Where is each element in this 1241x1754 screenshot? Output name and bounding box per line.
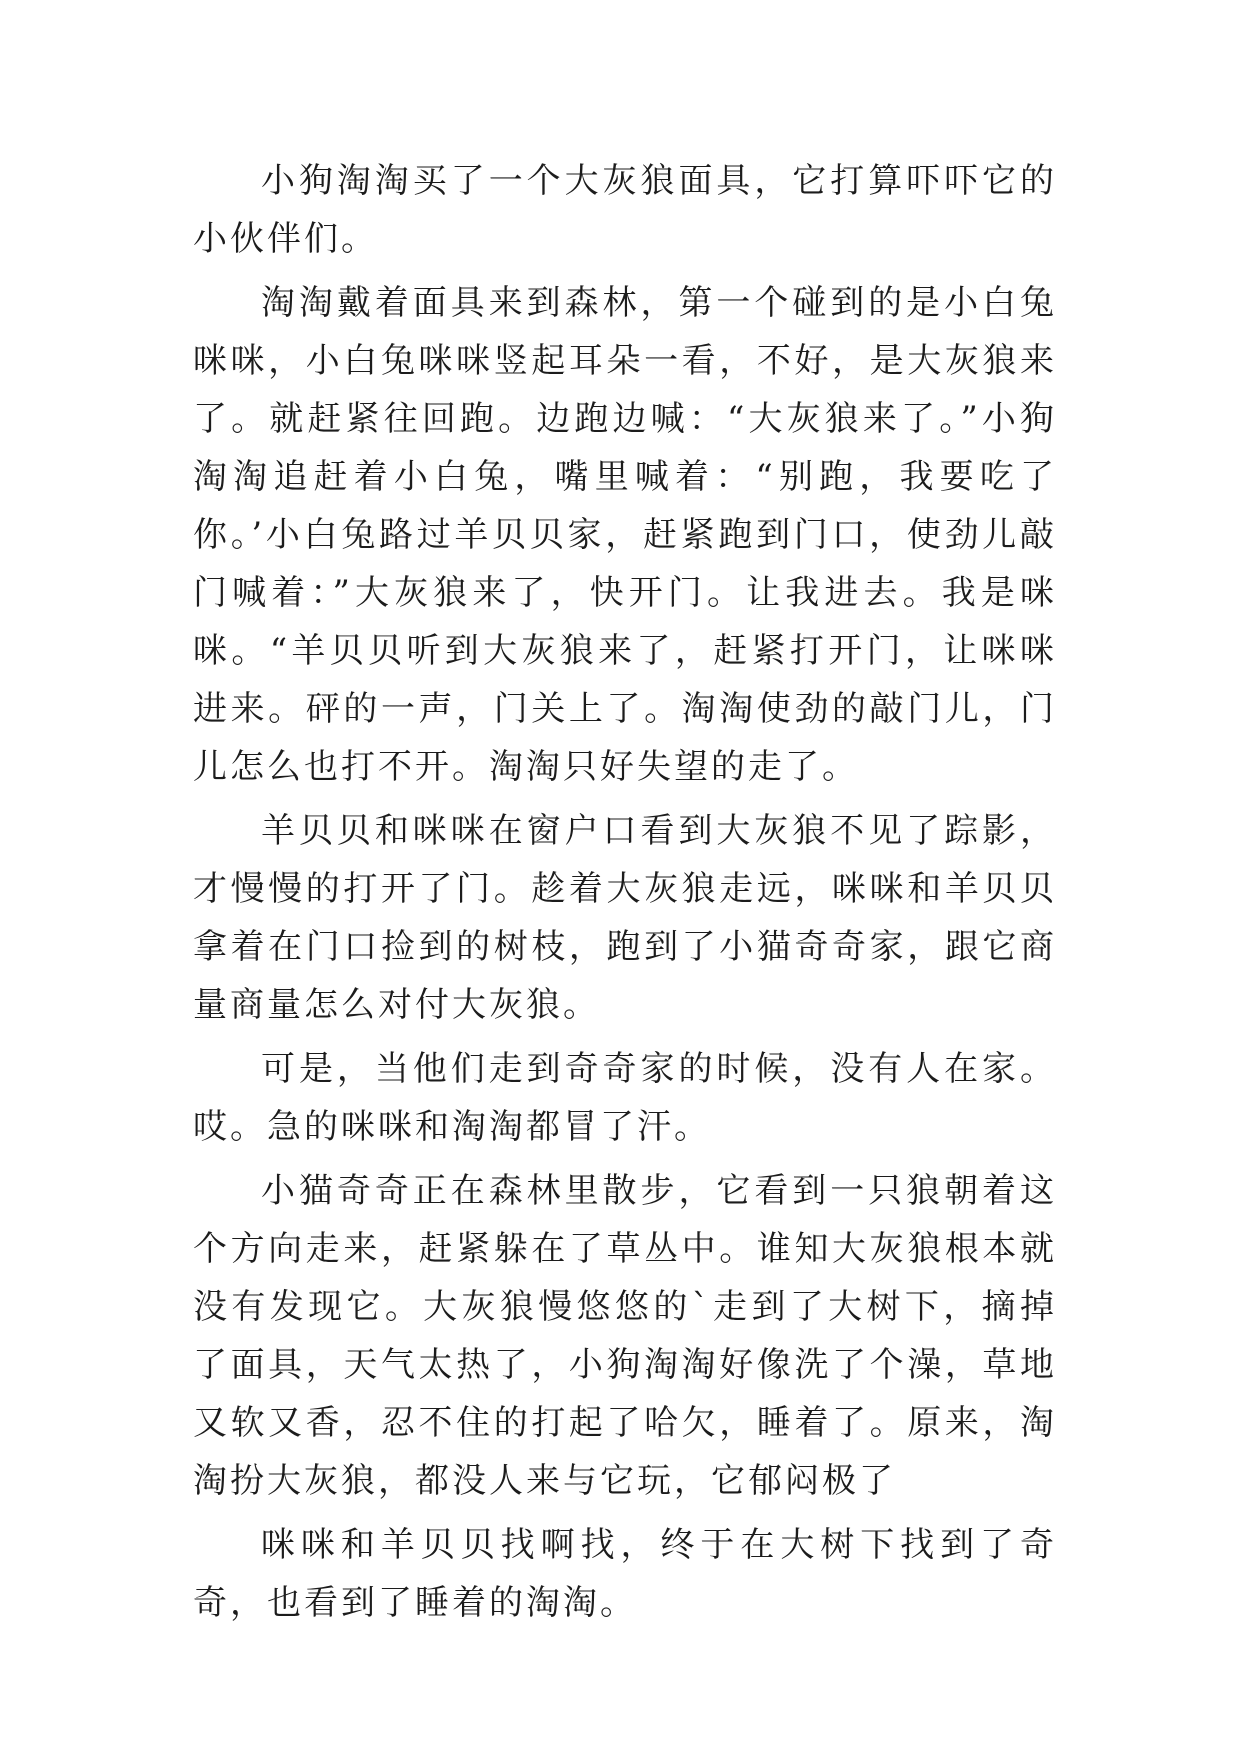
- paragraph-1: 小狗淘淘买了一个大灰狼面具，它打算吓吓它的小伙伴们。: [193, 161, 1057, 259]
- story-text: [193, 152, 1057, 1638]
- paragraph-2: 淘淘戴着面具来到森林，第一个碰到的是小白兔咪咪，小白兔咪咪竖起耳朵一看，不好，是大灰狼来了。就赶紧往回跑。边跑边喊：“大灰狼来了。”小狗淘淘追赶着小白兔，嘴里喊着：“别跑，我要吃了你。’小白兔路过羊贝贝家，赶紧跑到门口，使劲儿敲门喊着：”大灰狼来了，快开门。让我进去。我是咪咪。“羊贝贝听到大灰狼来了，赶紧打开门，让咪咪进来。砰的一声，门关上了。淘淘使劲的敲门儿，门儿怎么也打不开。淘淘只好失望的走了。: [193, 283, 1057, 787]
- paragraph-4: 可是，当他们走到奇奇家的时候，没有人在家。哎。急的咪咪和淘淘都冒了汗。: [193, 1049, 1057, 1147]
- paragraph-3: 羊贝贝和咪咪在窗户口看到大灰狼不见了踪影，才慢慢的打开了门。趁着大灰狼走远，咪咪和羊贝贝拿着在门口捡到的树枝，跑到了小猫奇奇家，跟它商量商量怎么对付大灰狼。: [193, 811, 1057, 1025]
- paragraph-5: 小猫奇奇正在森林里散步，它看到一只狼朝着这个方向走来，赶紧躲在了草丛中。谁知大灰狼根本就没有发现它。大灰狼慢悠悠的`走到了大树下，摘掉了面具，天气太热了，小狗淘淘好像洗了个澡，草地又软又香，忍不住的打起了哈欠，睡着了。原来，淘淘扮大灰狼，都没人来与它玩，它郁闷极了: [193, 1171, 1057, 1501]
- paragraph-6: 咪咪和羊贝贝找啊找，终于在大树下找到了奇奇，也看到了睡着的淘淘。: [193, 1525, 1057, 1623]
